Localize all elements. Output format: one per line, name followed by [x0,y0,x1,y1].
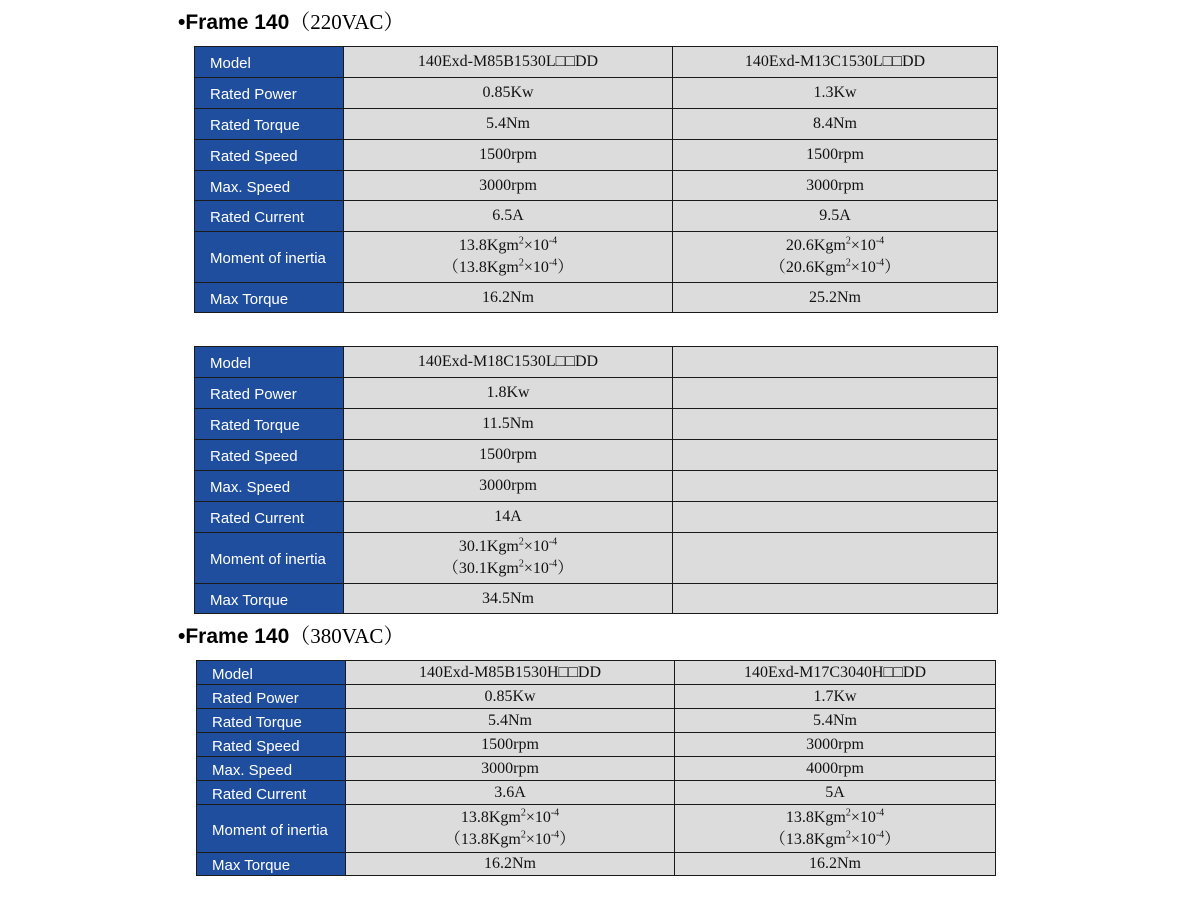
spec-row-model [195,47,998,78]
row-label: Model [195,347,344,378]
spec-row-rated-torque [195,109,998,140]
spec-row-moment-of-inertia [195,232,998,283]
value-cell [673,440,998,471]
spec-row-max-speed [195,171,998,201]
value-cell [673,471,998,502]
multiplier: ×10 [525,808,551,826]
spec-row-max-speed [195,471,998,502]
value-cell: 1.8Kw [344,378,673,409]
row-label: Max. Speed [195,471,344,502]
value-cell: 1500rpm [344,140,673,171]
paren-open: （ [444,830,461,848]
paren-close: ） [559,830,576,848]
value-cell: 14A [344,502,673,533]
value-cell [673,347,998,378]
value-cell [344,232,673,283]
inertia-value [346,807,674,829]
value-cell [673,232,998,283]
value-cell: 140Exd-M85B1530L□□DD [344,47,673,78]
value-cell: 0.85Kw [346,685,675,709]
value-cell: 5.4Nm [675,709,996,733]
row-label: Rated Current [197,781,346,805]
multiplier: ×10 [523,560,549,577]
value-cell [673,502,998,533]
paren-open: （ [769,259,786,276]
value-cell [344,533,673,584]
paren-open: （ [769,830,786,848]
spec-row-rated-speed [195,140,998,171]
value-cell: 3000rpm [346,757,675,781]
section-heading-380vac: •Frame 140（380VAC） [178,624,405,648]
inertia-value [675,807,995,829]
superscript: 2 [518,257,524,269]
multiplier: ×10 [525,830,551,848]
spec-row-rated-current [197,781,996,805]
paren-open: （ [442,259,459,276]
value-cell [673,533,998,584]
bullet-icon: • [178,625,186,648]
spec-row-model [197,661,996,685]
inertia-value [344,536,672,558]
value-cell: 1500rpm [344,440,673,471]
inertia-value-alt [675,829,995,851]
spec-table-220vac-1 [194,46,998,313]
inertia-main: 13.8Kgm [785,808,846,826]
multiplier: ×10 [850,259,876,276]
value-cell: 8.4Nm [673,109,998,140]
multiplier: ×10 [523,259,549,276]
value-cell: 1500rpm [673,140,998,171]
inertia-value-alt [344,257,672,279]
multiplier: ×10 [523,237,549,254]
multiplier: ×10 [850,237,876,254]
spec-row-model [195,347,998,378]
value-cell [675,805,996,853]
spec-row-max-torque [195,584,998,614]
row-label: Max Torque [197,853,346,876]
value-cell: 3000rpm [344,471,673,502]
value-cell: 140Exd-M13C1530L□□DD [673,47,998,78]
inertia-value-alt [673,257,997,279]
value-cell: 11.5Nm [344,409,673,440]
exponent: -4 [550,807,560,819]
inertia-alt: 20.6Kgm [785,259,846,276]
row-label: Rated Power [195,78,344,109]
spec-row-rated-torque [197,709,996,733]
paren-close: ） [557,259,574,276]
value-cell: 9.5A [673,201,998,232]
row-label: Max Torque [195,283,344,313]
spec-row-rated-speed [195,440,998,471]
value-cell [673,409,998,440]
spec-row-rated-power [195,378,998,409]
paren-open: （ [442,560,459,577]
value-cell: 3.6A [346,781,675,805]
superscript: 2 [845,807,851,819]
inertia-alt: 13.8Kgm [458,259,519,276]
spec-row-rated-torque [195,409,998,440]
exponent: -4 [875,829,885,841]
value-cell: 5.4Nm [346,709,675,733]
inertia-alt: 13.8Kgm [460,830,521,848]
value-cell: 140Exd-M85B1530H□□DD [346,661,675,685]
value-cell: 3000rpm [344,171,673,201]
multiplier: ×10 [850,830,876,848]
superscript: 2 [845,257,851,269]
superscript: 2 [520,807,526,819]
spec-row-max-speed [197,757,996,781]
spec-row-moment-of-inertia [195,533,998,584]
row-label: Rated Torque [197,709,346,733]
value-cell: 1.7Kw [675,685,996,709]
row-label: Rated Current [195,201,344,232]
value-cell: 16.2Nm [344,283,673,313]
inertia-value-alt [344,558,672,580]
value-cell: 6.5A [344,201,673,232]
inertia-main: 13.8Kgm [460,808,521,826]
spec-table-380vac [196,660,996,876]
row-label: Moment of inertia [197,805,346,853]
value-cell: 5.4Nm [344,109,673,140]
superscript: 2 [845,829,851,841]
superscript: 2 [518,235,524,247]
value-cell [673,378,998,409]
spec-row-rated-current [195,201,998,232]
superscript: 2 [520,829,526,841]
row-label: Rated Torque [195,409,344,440]
value-cell: 4000rpm [675,757,996,781]
paren-close: ） [884,259,901,276]
section-heading-220vac: •Frame 140（220VAC） [178,10,405,34]
bullet-icon: • [178,11,186,34]
spec-row-rated-speed [197,733,996,757]
value-cell [673,584,998,614]
value-cell: 3000rpm [673,171,998,201]
inertia-value [673,235,997,257]
inertia-value [344,235,672,257]
value-cell [346,805,675,853]
spec-row-rated-power [195,78,998,109]
exponent: -4 [550,829,560,841]
inertia-main: 30.1Kgm [458,538,519,555]
superscript: 2 [845,235,851,247]
row-label: Rated Power [197,685,346,709]
exponent: -4 [548,558,558,570]
spec-row-moment-of-inertia [197,805,996,853]
inertia-alt: 30.1Kgm [458,560,519,577]
value-cell: 3000rpm [675,733,996,757]
row-label: Max. Speed [197,757,346,781]
value-cell: 34.5Nm [344,584,673,614]
row-label: Max. Speed [195,171,344,201]
exponent: -4 [548,257,558,269]
value-cell: 25.2Nm [673,283,998,313]
spec-row-rated-current [195,502,998,533]
value-cell: 140Exd-M18C1530L□□DD [344,347,673,378]
paren-close: ） [557,560,574,577]
exponent: -4 [875,235,885,247]
row-label: Max Torque [195,584,344,614]
inertia-value-alt [346,829,674,851]
superscript: 2 [518,536,524,548]
inertia-main: 13.8Kgm [458,237,519,254]
spec-table-220vac-2 [194,346,998,614]
value-cell: 16.2Nm [675,853,996,876]
row-label: Rated Speed [195,140,344,171]
multiplier: ×10 [523,538,549,555]
spec-row-max-torque [197,853,996,876]
exponent: -4 [548,235,558,247]
value-cell: 0.85Kw [344,78,673,109]
exponent: -4 [875,807,885,819]
spec-row-rated-power [197,685,996,709]
row-label: Rated Speed [197,733,346,757]
inertia-main: 20.6Kgm [785,237,846,254]
row-label: Moment of inertia [195,533,344,584]
row-label: Rated Speed [195,440,344,471]
spec-row-max-torque [195,283,998,313]
row-label: Moment of inertia [195,232,344,283]
row-label: Rated Torque [195,109,344,140]
value-cell: 5A [675,781,996,805]
value-cell: 140Exd-M17C3040H□□DD [675,661,996,685]
superscript: 2 [518,558,524,570]
value-cell: 1500rpm [346,733,675,757]
paren-close: ） [884,830,901,848]
value-cell: 1.3Kw [673,78,998,109]
exponent: -4 [875,257,885,269]
exponent: -4 [548,536,558,548]
multiplier: ×10 [850,808,876,826]
row-label: Model [195,47,344,78]
row-label: Model [197,661,346,685]
value-cell: 16.2Nm [346,853,675,876]
row-label: Rated Power [195,378,344,409]
inertia-alt: 13.8Kgm [785,830,846,848]
row-label: Rated Current [195,502,344,533]
